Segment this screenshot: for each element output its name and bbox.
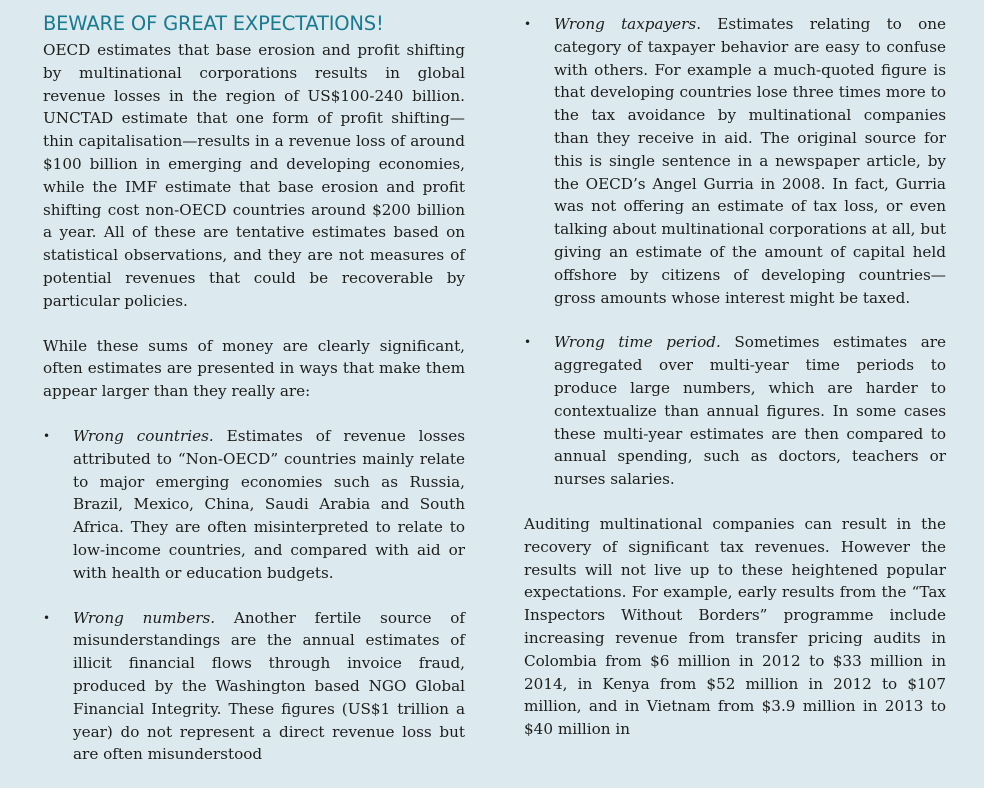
bullet-lead: Wrong taxpayers.: [554, 15, 702, 33]
intro-paragraph: OECD estimates that base erosion and profit shifting by multinational corporations results in global revenue losses in the region of US$100-240 billion. UNCTAD estimate that one form of profit shifting—thin capitalisation—results in a revenue loss of around $100 billion in emerging and developing economies, while the IMF estimate that base erosion and profit shifting cost non-OECD countries around $200 billion a year. All of these are tentative estimates based on statistical observations, and they are not measures of potential revenues that could be recoverable by particular policies.: [43, 41, 465, 310]
bullet-wrong-time-period: [524, 331, 946, 491]
bullet-lead: Wrong countries.: [73, 426, 214, 445]
auditing-paragraph: Auditing multinational companies can result in the recovery of significant tax revenues. However the results will not live up to these heightened popular expectations. For example, early results from the “Tax Inspectors Without Borders” programme include increasing revenue from transfer pricing audits in Colombia from $6 million in 2012 to $33 million in 2014, in Kenya from $52 million in 2012 to $107 million, and in Vietnam from $3.9 million in 2013 to $40 million in: [524, 514, 946, 739]
left-column: [43, 0, 465, 788]
bullet-body: Estimates relating to one category of taxpayer behavior are easy to confuse with others. For example a much-quoted figure is that developing countries lose three times more to the tax avoidance by multinational companies than they receive in aid. The original source for this is single sentence in a newspaper article, by the OECD’s Angel Gurria in 2008. In fact, Gurria was not offering an estimate of tax loss, or even talking about multinational corporations at all, but giving an estimate of the amount of capital held offshore by citizens of developing countries—gross amounts whose interest might be taxed.: [554, 15, 946, 307]
bullet-text: [73, 607, 465, 767]
bullet-wrong-numbers: [43, 607, 465, 767]
bullet-mark: •: [43, 428, 51, 443]
bullet-wrong-taxpayers: [524, 13, 946, 309]
right-column: [524, 0, 946, 741]
bullet-list-left: [43, 425, 465, 766]
bullet-lead: Wrong numbers.: [73, 608, 216, 627]
bullet-body: Sometimes estimates are aggregated over multi-year time periods to produce large numbers, which are harder to contextualize than annual figures. In some cases these multi-year estimates are then compared to annual spending, such as doctors, teachers or nurses salaries.: [554, 333, 946, 489]
bullet-body: Estimates of revenue losses attributed to “Non-OECD” countries mainly relate to major emerging economies such as Russia, Brazil, Mexico, China, Saudi Arabia and South Africa. They are often misinterpreted to relate to low-income countries, and compared with aid or with health or education budgets.: [73, 426, 465, 582]
bullet-mark: •: [43, 610, 51, 625]
bullet-text: [73, 425, 465, 585]
bullet-wrong-countries: [43, 425, 465, 585]
bullet-text: [554, 331, 946, 491]
bullet-mark: •: [524, 335, 532, 350]
bullet-body: Another fertile source of misunderstandings are the annual estimates of illicit financial flows through invoice fraud, produced by the Washington based NGO Global Financial Integrity. These figures (US$1 trillion a year) do not represent a direct revenue loss but are often misunderstood: [73, 608, 465, 764]
box-title: BEWARE OF GREAT EXPECTATIONS!: [43, 12, 384, 35]
bullet-lead: Wrong time period.: [554, 333, 721, 352]
lead-in-paragraph: While these sums of money are clearly significant, often estimates are presented in ways that make them appear larger than they really are:: [43, 336, 465, 401]
bullet-mark: •: [524, 17, 532, 31]
bullet-text: [554, 13, 946, 309]
